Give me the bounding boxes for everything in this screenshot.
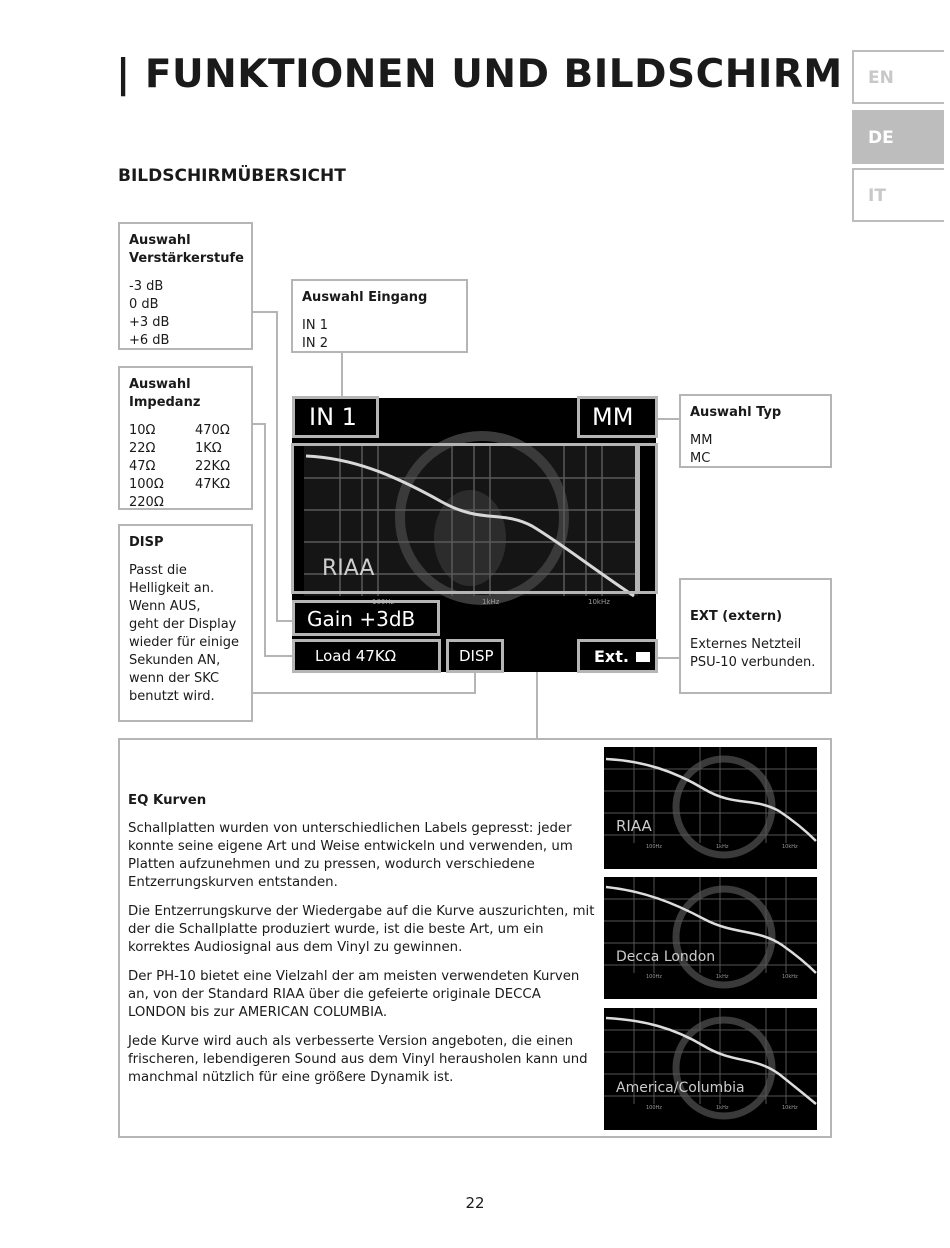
thumbnail-label: RIAA bbox=[616, 817, 652, 835]
thumbnail-freq-label: 10kHz bbox=[782, 1105, 798, 1111]
callout-type bbox=[679, 394, 832, 468]
page-title: | FUNKTIONEN UND BILDSCHIRM bbox=[116, 52, 843, 97]
plug-icon bbox=[636, 652, 650, 662]
thumbnail-label: Decca London bbox=[616, 949, 716, 965]
screen-ext-indicator bbox=[577, 639, 658, 673]
connector-gain-h1 bbox=[252, 311, 278, 313]
impedance-option: 470Ω bbox=[195, 423, 230, 438]
impedance-option: 100Ω bbox=[129, 477, 164, 492]
screen-freq-label: 100Hz bbox=[372, 598, 395, 606]
screen-disp-text: DISP bbox=[459, 647, 494, 665]
callout-disp-line: Helligkeit an. bbox=[129, 581, 215, 596]
callout-disp-line: Sekunden AN, bbox=[129, 653, 221, 668]
impedance-options bbox=[129, 422, 242, 512]
thumbnail-graph bbox=[604, 747, 817, 869]
eq-heading: EQ Kurven bbox=[128, 793, 207, 808]
connector-input-v bbox=[341, 352, 343, 397]
eq-paragraph: Jede Kurve wird auch als verbesserte Version angeboten, die einen frischeren, lebendigeren Sound aus dem Vinyl herausholen kann und manchmal nützlich für eine größere Dynamik ist. bbox=[128, 1034, 588, 1085]
thumbnail-label: America/Columbia bbox=[616, 1080, 745, 1096]
callout-impedance bbox=[118, 366, 253, 510]
callout-type-heading: Auswahl Typ bbox=[690, 405, 782, 420]
connector-disp-v bbox=[474, 672, 476, 694]
screen-load-text: Load 47KΩ bbox=[315, 647, 397, 665]
type-option: MM bbox=[690, 433, 713, 448]
eq-paragraph: Die Entzerrungskurve der Wiedergabe auf die Kurve auszurichten, mit der die Schallplatte produziert wurde, ist die beste Art, um ein korrektes Audiosignal aus dem Vinyl zu gewinnen. bbox=[128, 904, 595, 955]
language-tab-it[interactable]: IT bbox=[852, 168, 944, 222]
gain-option: 0 dB bbox=[129, 297, 159, 312]
gain-option: +3 dB bbox=[129, 315, 170, 330]
eq-thumbnail-decca bbox=[604, 877, 817, 999]
screen-curve-label: RIAA bbox=[322, 556, 375, 581]
eq-thumbnail-columbia bbox=[604, 1008, 817, 1130]
callout-disp-line: benutzt wird. bbox=[129, 689, 215, 704]
eq-thumbnail-riaa bbox=[604, 747, 817, 869]
impedance-option: 22KΩ bbox=[195, 459, 231, 474]
impedance-option bbox=[195, 494, 255, 512]
impedance-option: 10Ω bbox=[129, 423, 156, 438]
screen-type-indicator bbox=[577, 396, 658, 438]
thumbnail-graph bbox=[604, 877, 817, 999]
connector-impedance-h2 bbox=[264, 655, 294, 657]
callout-impedance-heading bbox=[129, 376, 242, 412]
callout-disp-heading: DISP bbox=[129, 535, 164, 550]
callout-ext-line: PSU-10 verbunden. bbox=[690, 655, 816, 670]
callout-gain-heading bbox=[129, 232, 242, 268]
screen-gain-text: Gain +3dB bbox=[307, 607, 416, 631]
screen-ext-text: Ext. bbox=[594, 647, 629, 666]
callout-impedance-heading-line1: Auswahl bbox=[129, 377, 191, 392]
screen-graph-highlight-right bbox=[637, 443, 658, 594]
language-tab-en[interactable]: EN bbox=[852, 50, 944, 104]
input-option: IN 2 bbox=[302, 336, 328, 351]
callout-input bbox=[291, 279, 468, 353]
gain-option: -3 dB bbox=[129, 279, 164, 294]
thumbnail-freq-label: 100Hz bbox=[646, 974, 662, 980]
callout-ext bbox=[679, 578, 832, 694]
callout-disp-line: geht der Display bbox=[129, 617, 237, 632]
screen-load-indicator bbox=[292, 639, 441, 673]
callout-disp-line: Passt die bbox=[129, 563, 187, 578]
thumbnail-graph bbox=[604, 1008, 817, 1130]
screen-freq-label: 1kHz bbox=[482, 598, 500, 606]
thumbnail-freq-label: 1kHz bbox=[716, 844, 729, 850]
gain-option: +6 dB bbox=[129, 333, 170, 348]
language-tab-de[interactable]: DE bbox=[852, 110, 944, 164]
eq-paragraph: Schallplatten wurden von unterschiedlichen Labels gepresst: jeder konnte seine eigene Art und Weise entwickeln und verwenden, um Platten aufzunehmen und zu pressen, wodurch verschiedene Entzerrungskurven entstanden. bbox=[128, 821, 573, 890]
thumbnail-freq-label: 1kHz bbox=[716, 1105, 729, 1111]
callout-ext-line: Externes Netzteil bbox=[690, 637, 802, 652]
callout-impedance-heading-line2: Impedanz bbox=[129, 395, 201, 410]
connector-type-h bbox=[658, 418, 680, 420]
callout-disp-line: wieder für einige bbox=[129, 635, 239, 650]
callout-gain-heading-line1: Auswahl bbox=[129, 233, 191, 248]
screen-freq-label: 10kHz bbox=[588, 598, 610, 606]
eq-paragraph: Der PH-10 bietet eine Vielzahl der am meisten verwendeten Kurven an, von der Standard RIAA über die gefeierte originale DECCA LONDON bis zur AMERICAN COLUMBIA. bbox=[128, 969, 580, 1020]
screen-input-text: IN 1 bbox=[309, 403, 357, 431]
impedance-option: 220Ω bbox=[129, 495, 164, 510]
screen-input-indicator bbox=[292, 396, 379, 438]
thumbnail-freq-label: 100Hz bbox=[646, 844, 662, 850]
eq-text bbox=[128, 792, 598, 1098]
thumbnail-freq-label: 1kHz bbox=[716, 974, 729, 980]
impedance-option: 22Ω bbox=[129, 441, 156, 456]
connector-ext-h bbox=[658, 657, 680, 659]
thumbnail-freq-label: 10kHz bbox=[782, 974, 798, 980]
callout-disp-line: wenn der SKC bbox=[129, 671, 220, 686]
page-number: 22 bbox=[465, 1194, 485, 1212]
callout-input-heading: Auswahl Eingang bbox=[302, 290, 428, 305]
screen-disp-indicator bbox=[446, 639, 504, 673]
callout-gain-heading-line2: Verstärkerstufe bbox=[129, 251, 244, 266]
callout-gain bbox=[118, 222, 253, 350]
callout-disp-line: Wenn AUS, bbox=[129, 599, 201, 614]
screen-graph-highlight bbox=[291, 443, 638, 594]
input-option: IN 1 bbox=[302, 318, 328, 333]
callout-ext-heading: EXT (extern) bbox=[690, 609, 783, 624]
thumbnail-freq-label: 100Hz bbox=[646, 1105, 662, 1111]
section-subtitle: BILDSCHIRMÜBERSICHT bbox=[118, 166, 346, 186]
impedance-option: 1KΩ bbox=[195, 441, 222, 456]
screen-type-text: MM bbox=[592, 403, 634, 431]
callout-disp bbox=[118, 524, 253, 722]
screen-gain-indicator bbox=[292, 600, 440, 636]
type-option: MC bbox=[690, 451, 711, 466]
connector-disp-h bbox=[252, 692, 476, 694]
connector-impedance-v bbox=[264, 423, 266, 657]
connector-gain-v bbox=[276, 311, 278, 621]
thumbnail-freq-label: 10kHz bbox=[782, 844, 798, 850]
impedance-option: 47Ω bbox=[129, 459, 156, 474]
impedance-option: 47KΩ bbox=[195, 477, 231, 492]
